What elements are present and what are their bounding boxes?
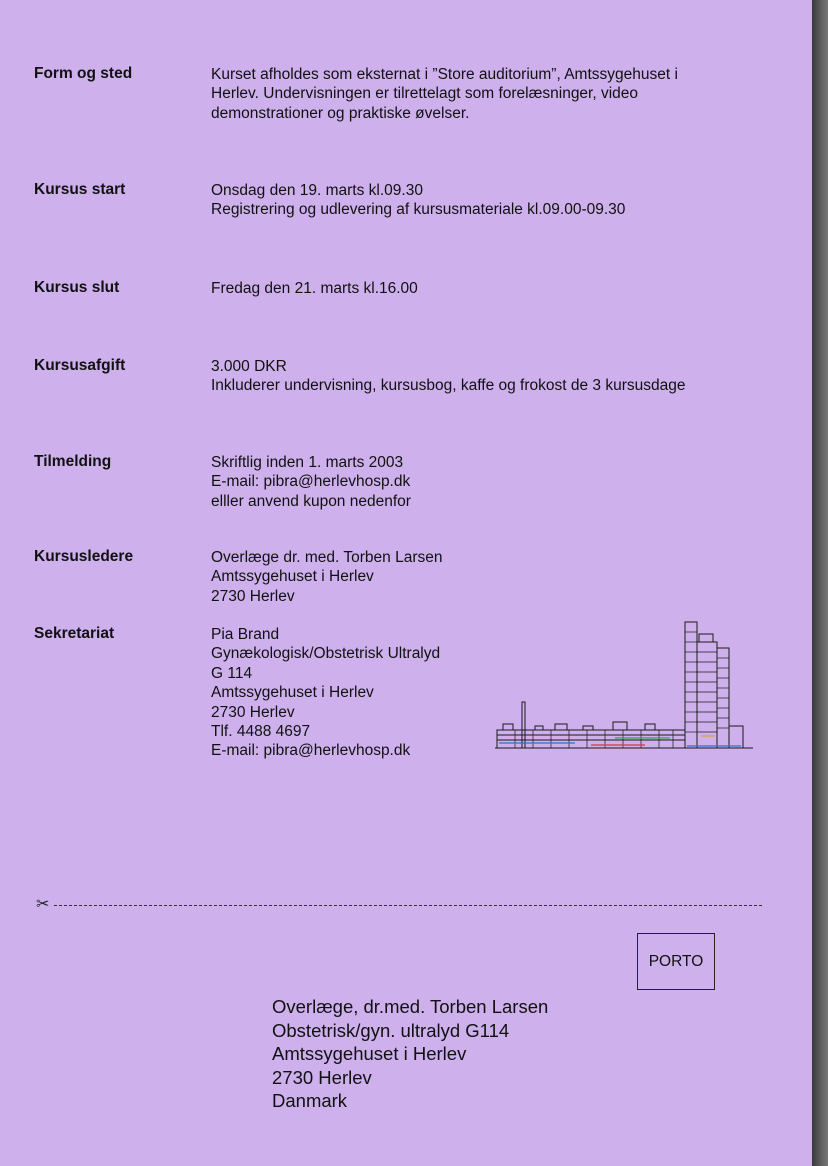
address-line: Amtssygehuset i Herlev xyxy=(272,1043,467,1065)
hospital-building-illustration xyxy=(495,618,753,754)
section-label: Form og sted xyxy=(34,65,133,82)
stamp-box xyxy=(637,933,715,990)
value-line: Gynækologisk/Obstetrisk Ultralyd xyxy=(211,645,441,663)
value-line: Pia Brand xyxy=(211,626,280,643)
section-label: Sekretariat xyxy=(34,625,115,642)
value-line: Kurset afholdes som eksternat i ”Store auditorium”, Amtssygehuset i xyxy=(211,66,678,83)
section-value xyxy=(211,453,411,511)
value-line: E-mail: pibra@herlevhosp.dk xyxy=(211,742,411,760)
page-edge-shadow xyxy=(812,0,828,1166)
section-value xyxy=(211,181,625,220)
dashed-divider xyxy=(54,905,762,906)
value-line: Inkluderer undervisning, kursusbog, kaffe og frokost de 3 kursusdage xyxy=(211,377,686,395)
address-line: 2730 Herlev xyxy=(272,1066,372,1088)
value-line: Onsdag den 19. marts kl.09.30 xyxy=(211,182,423,199)
value-line: Tlf. 4488 4697 xyxy=(211,723,311,741)
section-value xyxy=(211,625,440,761)
address-line: Danmark xyxy=(272,1090,348,1112)
address-line: Overlæge, dr.med. Torben Larsen xyxy=(272,996,549,1017)
value-line: E-mail: pibra@herlevhosp.dk xyxy=(211,473,411,491)
value-line: demonstrationer og praktiske øvelser. xyxy=(211,104,470,122)
value-line: Overlæge dr. med. Torben Larsen xyxy=(211,549,443,566)
section-value xyxy=(211,279,418,298)
value-line: G 114 xyxy=(211,664,253,682)
value-line: Amtssygehuset i Herlev xyxy=(211,568,374,586)
section-label: Kursusafgift xyxy=(34,357,126,374)
scissors-icon: ✂ xyxy=(36,896,50,913)
value-line: 3.000 DKR xyxy=(211,358,287,375)
section-label: Kursus start xyxy=(34,181,126,198)
value-line: elller anvend kupon nedenfor xyxy=(211,492,411,510)
value-line: Skriftlig inden 1. marts 2003 xyxy=(211,454,404,471)
section-value xyxy=(211,65,678,123)
stamp-label: PORTO xyxy=(648,952,704,970)
value-line: Fredag den 21. marts kl.16.00 xyxy=(211,280,418,297)
value-line: 2730 Herlev xyxy=(211,703,295,721)
value-line: 2730 Herlev xyxy=(211,587,295,605)
cut-line xyxy=(36,897,762,913)
value-line: Registrering og udlevering af kursusmateriale kl.09.00-09.30 xyxy=(211,201,626,219)
section-label: Tilmelding xyxy=(34,453,112,470)
address-line: Obstetrisk/gyn. ultralyd G114 xyxy=(272,1019,510,1041)
section-value xyxy=(211,548,442,606)
value-line: Amtssygehuset i Herlev xyxy=(211,684,374,702)
section-label: Kursusledere xyxy=(34,548,134,565)
value-line: Herlev. Undervisningen er tilrettelagt som forelæsninger, video xyxy=(211,85,639,103)
section-value xyxy=(211,357,685,396)
mailing-address xyxy=(272,995,548,1113)
section-label: Kursus slut xyxy=(34,279,120,296)
